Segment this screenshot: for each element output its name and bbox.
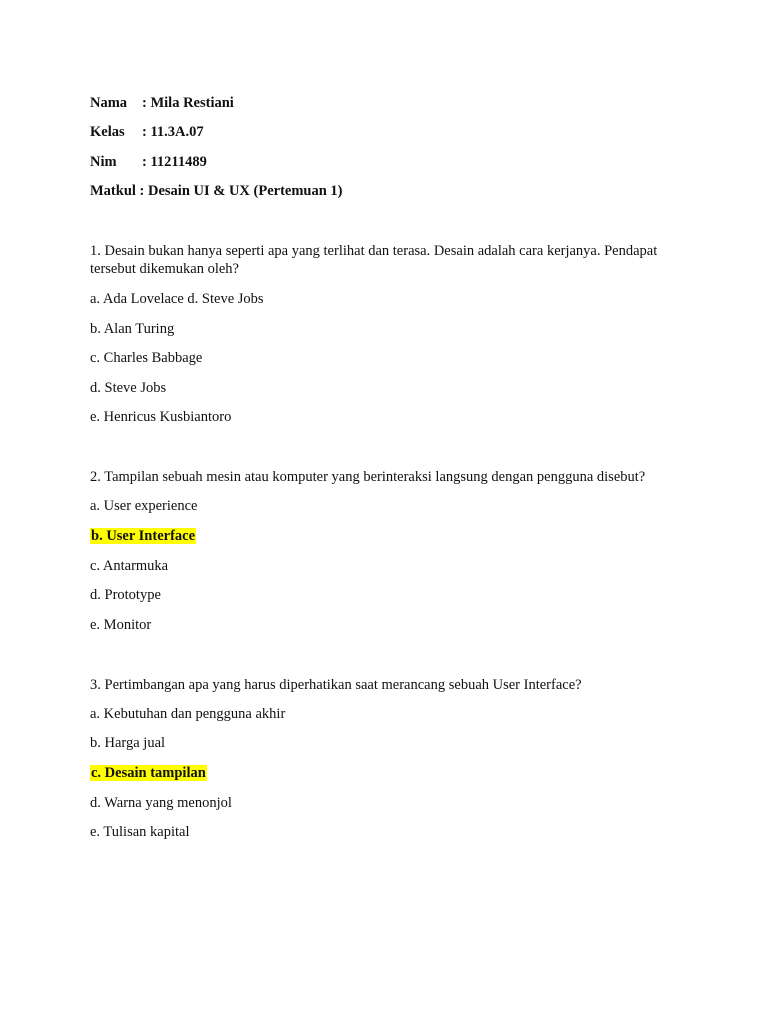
question-3-option-d: d. Warna yang menonjol <box>90 795 232 811</box>
kelas-line <box>90 123 204 141</box>
question-1-text: 1. Desain bukan hanya seperti apa yang terlihat dan terasa. Desain adalah cara kerjanya. Pendapat tersebut dikemukan oleh? <box>90 243 658 277</box>
matkul-line <box>90 182 343 200</box>
highlighted-answer: c. Desain tampilan <box>91 765 206 781</box>
matkul-value: : Desain UI & UX (Pertemuan 1) <box>139 183 343 199</box>
nama-line <box>90 94 234 112</box>
question-1-option-d: d. Steve Jobs <box>90 380 167 396</box>
question-2-option-a: a. User experience <box>90 498 198 514</box>
nim-line <box>90 153 207 171</box>
highlighted-answer: b. User Interface <box>91 528 196 544</box>
kelas-value: : 11.3A.07 <box>142 124 204 140</box>
question-2-option-c: c. Antarmuka <box>90 558 169 574</box>
question-3-option-b: b. Harga jual <box>90 735 166 751</box>
question-1-option-a: a. Ada Lovelace d. Steve Jobs <box>90 291 264 307</box>
question-2-option-b <box>90 527 196 545</box>
question-3-option-c <box>90 764 207 782</box>
question-1-option-c: c. Charles Babbage <box>90 350 203 366</box>
question-1-option-e: e. Henricus Kusbiantoro <box>90 409 232 425</box>
question-1-option-b: b. Alan Turing <box>90 321 175 337</box>
kelas-label: Kelas <box>90 124 125 140</box>
question-2-option-e: e. Monitor <box>90 617 152 633</box>
nama-label: Nama <box>90 95 128 111</box>
nama-value: : Mila Restiani <box>142 95 234 111</box>
question-2-option-d: d. Prototype <box>90 587 161 603</box>
question-3-text: 3. Pertimbangan apa yang harus diperhatikan saat merancang sebuah User Interface? <box>90 677 582 693</box>
question-2-text: 2. Tampilan sebuah mesin atau komputer yang berinteraksi langsung dengan pengguna disebut? <box>90 469 646 485</box>
question-3-option-a: a. Kebutuhan dan pengguna akhir <box>90 706 286 722</box>
nim-label: Nim <box>90 154 117 170</box>
question-3-option-e: e. Tulisan kapital <box>90 824 190 840</box>
matkul-label: Matkul <box>90 183 136 199</box>
nim-value: : 11211489 <box>142 154 207 170</box>
